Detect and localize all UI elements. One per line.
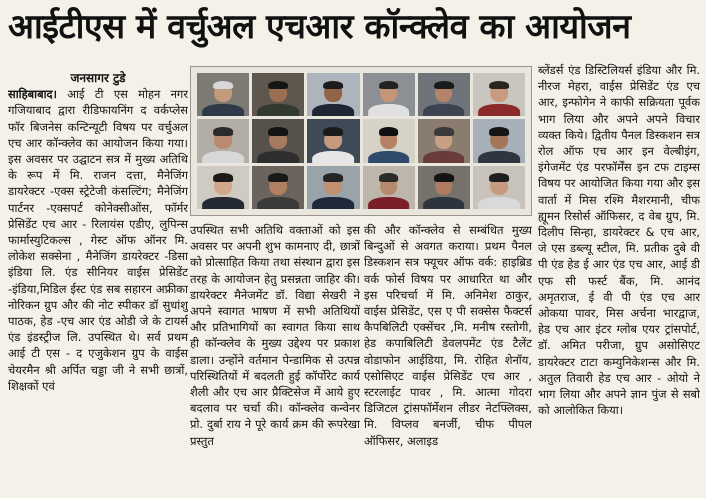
participant-tile — [197, 73, 249, 116]
column-1-text: आई टी एस मोहन नगर गजियाबाद द्वारा रीडिफायनिंग द वर्कप्लेस फॉर बिजनेस कन्टिन्यूटी विषय पर वर्चुअल एच आर कॉन्क्लेव का आयोजन किया गया। इस अवसर पर उद्घाटन सत्र में मुख्य अतिथि के रूप में मि. राजन दत्ता, मैनेजिंग डायरेक्टर -एक्स स्ट्रेटेजी कंसल्टिंग; मैनेजिंग पार्टनर -एक्सपर्ट कोनेक्सीओंस, फॉर्मर प्रेसिडेंट एच आर - रिलायंस एडीए, लुपिन्स फार्मास्युटिकल्स , गेस्ट ऑफ ऑनर मि. लोकेश सक्सेना , मैनेजिंग डायरेक्टर -डिसा इंडिया लि. एंड सीनियर वाईस प्रेसिडेंट -इंडिया,मिडिल ईस्ट एंड सब सहारन अफ्रीका नोरिकन ग्रुप और की नोट स्पीकर डॉ सुधांशु पाठक, हेड -एच आर एंड ओडी जे के टायर्स एंड इंडस्ट्रीज लि. उपस्थित थे। सर्व प्रथम आई टी एस - द एजुकेशन ग्रुप के वाईस चेयरमैन श्री अर्पित चड्डा जी ने सभी छात्रों, शिक्षकों एवं — [8, 87, 188, 393]
article-column-2 — [190, 222, 360, 494]
participant-figure — [313, 151, 355, 163]
participant-figure — [213, 81, 233, 90]
participant-tile — [363, 166, 415, 209]
participant-figure — [257, 151, 299, 163]
article-column-3 — [364, 222, 532, 494]
column-3-text: की और कॉन्क्लेव से सम्बंधित मुख्य बिन्दुओं से अवगत कराया। प्रथम पैनल डिस्कशन सत्र फ्यूचर ऑफ वर्क: हाइब्रिड वर्क फोर्स विषय पर आधारित था और इस परिचर्चा में मि. अनिमेश ठाकुर, वाईस प्रेसिडेंट, एस ए पी सक्सेस फैक्टर्स कैपबिलिटी एक्सेंचर ,मि. मनीष रस्तोगी, हेड कपाबिलिटी डेवलपमेंट एंड टैलेंट वोडाफोन आईडिया, मि. रोहित शेनॉय, एसोसिएट वाईस प्रेसिडेंट एच आर , स्टरलाईट पावर , मि. आत्मा गोदरा डिजिटल ट्रांसफॉर्मेशन लीडर नेटफ्लिक्स, मि. विप्लव बनर्जी, चीफ पीपल ऑफिसर, अलाइड — [364, 223, 532, 448]
participant-figure — [368, 151, 410, 163]
participant-figure — [478, 104, 520, 116]
participant-tile — [418, 166, 470, 209]
participant-figure — [202, 151, 244, 163]
participant-figure — [379, 127, 399, 136]
participant-figure — [489, 81, 509, 90]
participant-figure — [268, 81, 288, 90]
participant-grid — [197, 73, 525, 209]
participant-tile — [252, 73, 304, 116]
participant-figure — [202, 104, 244, 116]
participant-tile — [418, 73, 470, 116]
participant-tile — [197, 166, 249, 209]
participant-figure — [202, 197, 244, 209]
video-conference-photo — [190, 66, 532, 216]
participant-figure — [368, 104, 410, 116]
participant-tile — [307, 119, 359, 162]
participant-figure — [489, 127, 509, 136]
participant-figure — [213, 173, 233, 182]
participant-figure — [434, 81, 454, 90]
article-column-4 — [538, 62, 700, 494]
headline: आईटीएस में वर्चुअल एचआर कॉन्क्लेव का आयोजन — [8, 7, 631, 47]
article-column-1 — [8, 70, 188, 495]
participant-figure — [434, 127, 454, 136]
participant-figure — [423, 197, 465, 209]
participant-figure — [489, 173, 509, 182]
participant-tile — [473, 166, 525, 209]
participant-tile — [197, 119, 249, 162]
participant-figure — [423, 151, 465, 163]
column-2-text: उपस्थित सभी अतिथि वक्ताओं को इस अवसर पर अपनी शुभ कामनाए दी, छात्रों को प्रोत्साहित किया तथा संस्थान द्वारा इस तरह के आयोजन हेतु प्रसन्नता जाहिर की। डायरेक्टर मैनेजमेंट डॉ. विद्या सेखरी ने अपने स्वागत भाषण में सभी अतिथियों और प्रतिभागियों का स्वागत किया साथ ही कॉन्क्लेव के मुख्य उद्देश्य पर प्रकाश डाला। उन्होंने वर्तमान पेन्डामिक से उत्पन्न परिस्थितियों में बदलती हुई कॉर्पोरेट कार्य शैली और एच आर प्रैक्टिसेज में आये हुए बदलाव पर चर्चा की। कॉन्क्लेव कन्वेनर प्रो. दुर्बा राय ने पूरे कार्य क्रम की रूपरेखा प्रस्तुत — [190, 223, 360, 448]
participant-tile — [307, 166, 359, 209]
participant-figure — [213, 127, 233, 136]
participant-figure — [434, 173, 454, 182]
participant-tile — [473, 119, 525, 162]
participant-figure — [324, 173, 344, 182]
participant-figure — [379, 173, 399, 182]
participant-figure — [478, 197, 520, 209]
participant-tile — [363, 73, 415, 116]
participant-figure — [324, 81, 344, 90]
participant-figure — [313, 197, 355, 209]
participant-tile — [252, 119, 304, 162]
participant-figure — [379, 81, 399, 90]
participant-tile — [473, 73, 525, 116]
participant-tile — [307, 73, 359, 116]
column-4-text: ब्लेंडर्स एंड डिस्टिलियर्स इंडिया और मि. नीरज मेहरा, वाईस प्रेसिडेंट एंड एच आर, इन्फोगेन ने काफी सक्रियता पूर्वक भाग लिया और अपने अपने विचार व्यक्त किये। द्वितीय पैनल डिस्कशन सत्र रोल ऑफ एच आर इन वेल्बीइंग, इंगेजमेंट एंड परफॉर्मेंस इन टफ टाइम्स विषय पर आयोजित किया गया और इस वार्ता में मिस रश्मि मैशरमानी, चीफ ह्यूमन रिसोर्स ऑफिसर, द वेब ग्रुप, मि. दिलीप सिन्हा, डायरेक्टर & एच आर, जे एस डब्ल्यू स्टील, मि. प्रतीक दुबे वी पी एंड हेड ई आर एंड एच आर, आई डी एफ सी फर्स्ट बैंक, मि. आनंद अमृतराज, ई वी पी एंड एच आर ओकया पावर, मिस अर्चना भारद्वाज, हेड एच आर इंटर ग्लोब एयर ट्रांसपोर्ट, डॉ. अमित परीजा, ग्रुप असोसिएट डायरेक्टर टाटा कम्युनिकेशन्स और मि. अतुल तिवारी हेड एच आर - ओयो ने भाग लिया और अपने ज्ञान पुंज से सबो को आलोकित किया। — [538, 63, 700, 418]
participant-figure — [324, 127, 344, 136]
participant-tile — [252, 166, 304, 209]
byline: जनसागर टुडे — [70, 71, 126, 85]
participant-tile — [418, 119, 470, 162]
dateline: साहिबाबाद। — [8, 87, 57, 102]
participant-figure — [423, 104, 465, 116]
participant-figure — [268, 127, 288, 136]
participant-figure — [313, 104, 355, 116]
participant-figure — [368, 197, 410, 209]
participant-figure — [478, 151, 520, 163]
participant-tile — [363, 119, 415, 162]
participant-figure — [268, 173, 288, 182]
participant-figure — [257, 197, 299, 209]
participant-figure — [257, 104, 299, 116]
